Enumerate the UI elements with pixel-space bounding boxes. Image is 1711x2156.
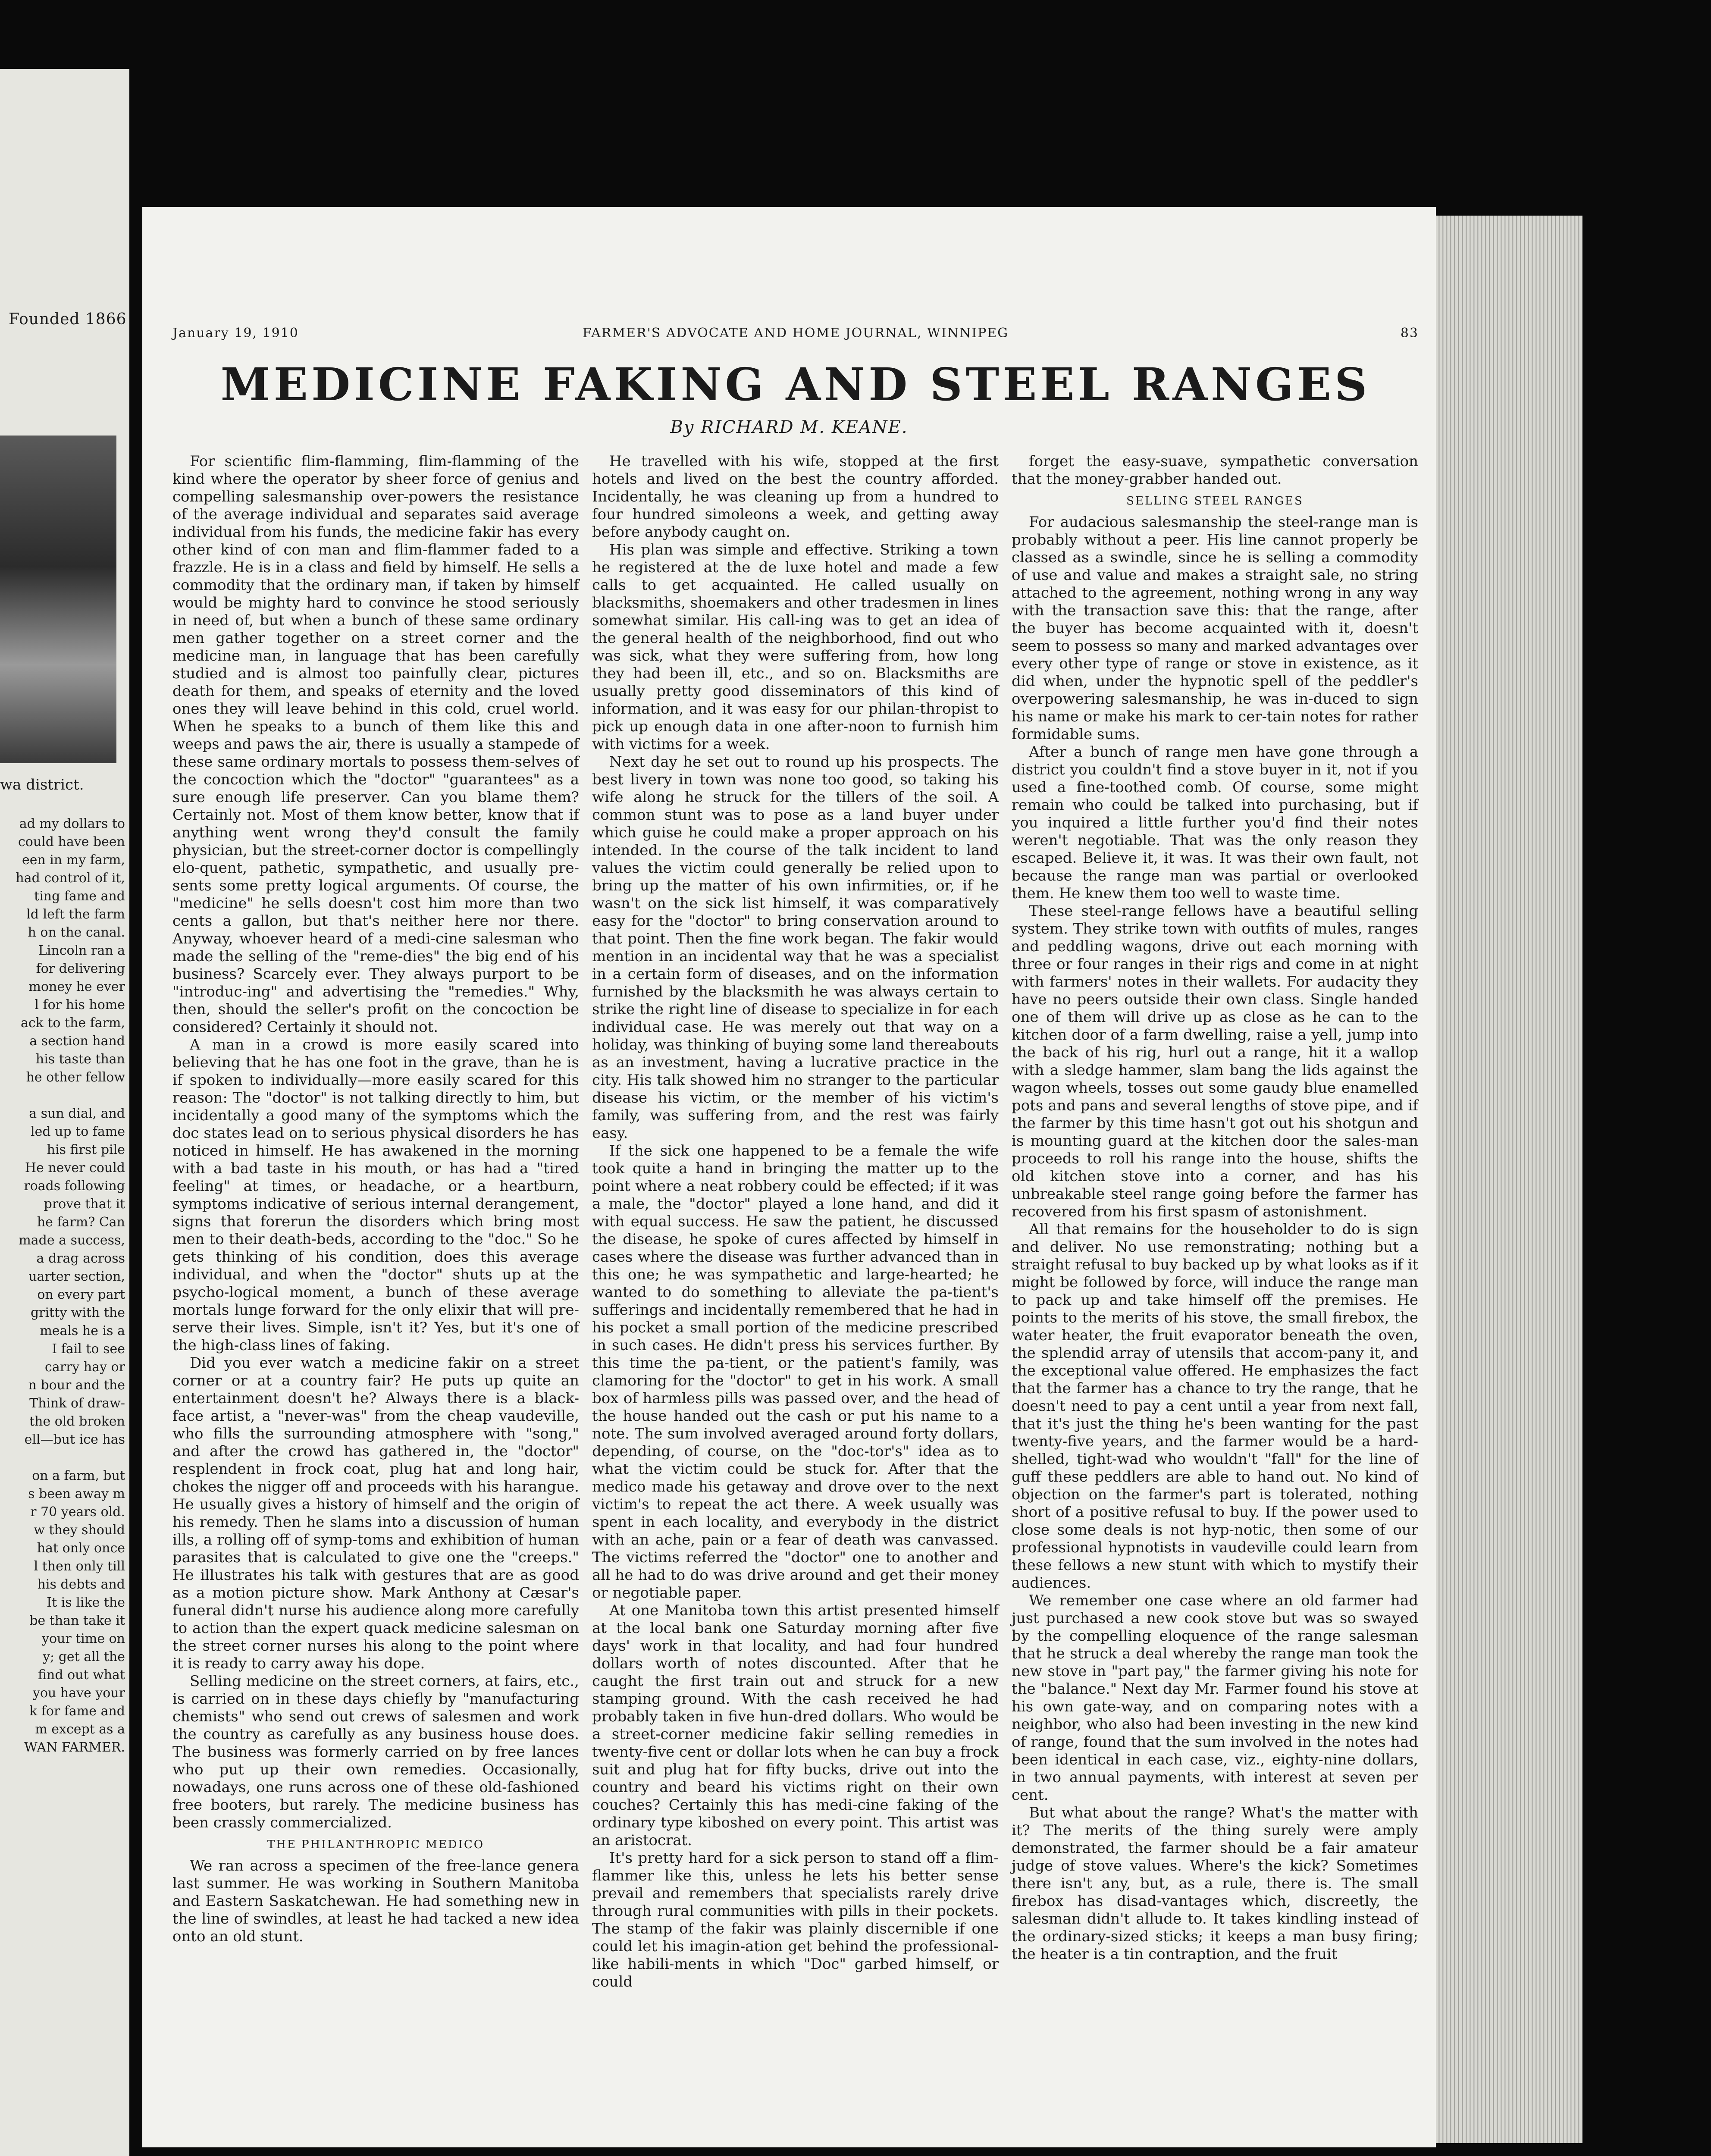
paragraph: After a bunch of range men have gone through a district you couldn't find a stove buyer in it, not if you used a fine-toothed comb. Of course, some might remain who could be talked into purchasing, but if you inquired a little further you'd find their notes weren't negotiable. That was the only reason they escaped. Believe it, it was. It was their own fault, not because the range man was partial or overlooked them. He knew them too well to waste time.: [1012, 743, 1418, 902]
paragraph: For scientific flim-flamming, flim-flamming of the kind where the operator by sheer force of genius and compelling salesmanship over-powers the resistance of the average individual and separates said average individual from his funds, the medicine fakir has every other kind of con man and flim-flammer faded to a frazzle. He is in a class and field by himself. He sells a commodity that the ordinary man, if taken by himself would be mighty hard to convince he stood seriously in need of, but when a bunch of these same ordinary men gather together on a street corner and the medicine man, in language that has been carefully studied and is almost too painfully clear, pictures death for them, and speaks of eternity and the loved ones they will leave behind in this cold, cruel world. When he speaks to a bunch of them like this and weeps and paws the air, there is usually a stampede of these same ordinary mortals to possess them-selves of the concoction which the "doctor" "guarantees" as a sure enough life preserver. Can you blame them? Certainly not. Most of them know better, know that if anything went wrong they'd consult the family physician, but the street-corner doctor is compellingly elo-quent, pathetic, sympathetic, and usually pre-sents some pretty logical arguments. Of course, the "medicine" he sells doesn't cost him more than two cents a gallon, but that's neither here nor there. Anyway, whoever heard of a medi-cine salesman who made the selling of the "reme-dies" the big end of his business? Scarcely ever. They always purport to be "introduc-ing" and advertising the "remedies." Why, then, should the seller's profit on the concoction be considered? Certainly it should not.: [172, 453, 579, 1036]
text-fragment: had control of it,: [16, 871, 125, 886]
text-fragment: uarter section,: [28, 1269, 125, 1284]
text-fragment: his taste than: [35, 1052, 125, 1067]
text-fragment: Think of draw-: [29, 1396, 125, 1411]
issue-date: January 19, 1910: [172, 326, 299, 341]
text-fragment: ting fame and: [34, 889, 125, 904]
text-fragment: Lincoln ran a: [38, 943, 125, 958]
magazine-page: [142, 207, 1436, 2147]
text-fragment: y; get all the: [43, 1649, 125, 1664]
text-fragment: a sun dial, and: [29, 1106, 125, 1121]
section-heading: THE PHILANTHROPIC MEDICO: [267, 1838, 485, 1851]
previous-page-text-fragments: [0, 815, 125, 1757]
text-fragment: w they should: [34, 1523, 125, 1538]
text-fragment: l for his home: [34, 997, 125, 1012]
text-fragment: made a success,: [19, 1233, 125, 1248]
paragraph: His plan was simple and effective. Striking a town he registered at the de luxe hotel and made a few calls to get acquainted. He called usually on blacksmiths, shoemakers and other tradesmen in lines somewhat similar. His call-ing was to get an idea of the general health of the neighborhood, find out who was sick, what they were suffering from, how long they had been ill, etc., and so on. Blacksmiths are usually pretty good disseminators of this kind of information, and it was easy for our philan-thropist to pick up enough data in one after-noon to furnish him with victims for a week.: [592, 541, 999, 753]
text-fragment: he other fellow: [26, 1070, 125, 1085]
text-fragment: ell—but ice has: [24, 1432, 125, 1447]
paragraph: He travelled with his wife, stopped at the first hotels and lived on the best the country afforded. Incidentally, he was cleaning up from a hundred to four hundred simoleons a week, and getting away before anybody caught on.: [592, 453, 999, 541]
text-fragment: It is like the: [47, 1595, 125, 1610]
previous-page: [0, 69, 129, 2156]
text-fragment: He never could: [25, 1160, 125, 1175]
text-fragment: roads following: [24, 1178, 125, 1194]
text-fragment: gritty with the: [30, 1305, 125, 1320]
text-fragment: [0, 1449, 125, 1467]
paragraph: forget the easy-suave, sympathetic conversation that the money-grabber handed out.: [1012, 453, 1418, 488]
text-fragment: he farm? Can: [37, 1215, 125, 1230]
paragraph: Next day he set out to round up his prospects. The best livery in town was none too good, so taking his wife along he struck for the tillers of the soil. A common stunt was to pose as a land buyer under which guise he could make a proper approach on his intended. In the course of the talk incident to land values the victim could generally be relied upon to bring up the matter of his own infirmities, or, if he wasn't on the sick list himself, it was comparatively easy for the "doctor" to bring conservation around to that point. Then the fine work began. The fakir would mention in an incidental way that he was a specialist in a certain form of diseases, and on the information furnished by the blacksmith he was always certain to strike the right line of disease to specialize in for each individual case. He was merely out that way on a holiday, was thinking of buying some land thereabouts as an investment, having a lucrative practice in the city. His talk showed him no stranger to the particular disease his victim, or the member of his victim's family, was suffering from, and the rest was fairly easy.: [592, 753, 999, 1142]
text-fragment: find out what: [38, 1667, 125, 1683]
text-fragment: a section hand: [29, 1034, 125, 1049]
page-number: 83: [1400, 326, 1419, 341]
section-heading: SELLING STEEL RANGES: [1126, 495, 1304, 508]
article-column-1: [172, 453, 579, 1991]
text-fragment: n bour and the: [28, 1378, 125, 1393]
paragraph: We remember one case where an old farmer had just purchased a new cook stove but was so swayed by the compelling eloquence of the range salesman that he struck a deal whereby the range man took the new stove in "part pay," the farmer giving his note for the "balance." Next day Mr. Farmer found his stove at his own gate-way, and on comparing notes with a neighbor, who also had been investing in the new kind of range, found that the sum involved in the notes had been identical in each case, viz., eighty-nine dollars, in two annual payments, with interest at seven per cent.: [1012, 1592, 1418, 1804]
text-fragment: ack to the farm,: [20, 1015, 125, 1031]
article-title: MEDICINE FAKING AND STEEL RANGES: [220, 358, 1371, 411]
text-fragment: een in my farm,: [22, 852, 125, 868]
paragraph: Selling medicine on the street corners, at fairs, etc., is carried on in these days chiefly by "manufacturing chemists" who send out crews of salesmen and work the country as carefully as any business house does. The business was formerly carried on by free lances who put up their own remedies. Occasionally, nowadays, one runs across one of these old-fashioned free booters, but rarely. The medicine business has been crassly commercialized.: [172, 1673, 579, 1831]
text-fragment: l then only till: [34, 1559, 125, 1574]
paragraph: All that remains for the householder to do is sign and deliver. No use remonstrating; nothing but a straight refusal to buy backed up by what looks as if it might be followed by force, will induce the range man to pack up and take himself off the premises. He points to the merits of his stove, the small firebox, the water heater, the fruit evaporator beneath the oven, the splendid array of utensils that accom-pany it, and the exceptional value offered. He emphasizes the fact that the farmer has a chance to try the range, that he doesn't need to pay a cent until a year from next fall, that it's just the thing he's been wanting for the past twenty-five years, and the farmer would be a hard-shelled, tight-wad who wouldn't "fall" for the line of guff these peddlers are able to hand out. No kind of objection on the farmer's part is tolerated, nothing short of a positive refusal to buy. If the power used to close some deals is not hyp-notic, then some of our professional hypnotists in vaudeville could learn from these fellows a new stunt with which to mystify their audiences.: [1012, 1221, 1418, 1592]
text-fragment: you have your: [33, 1686, 125, 1701]
text-fragment: led up to fame: [31, 1124, 125, 1139]
paragraph: These steel-range fellows have a beautiful selling system. They strike town with outfits of mules, ranges and peddling wagons, drive out each morning with three or four ranges in their rigs and come in at night with farmers' notes in their wallets. For audacity they have no peers outside their own class. Single handed one of them will drive up as close as he can to the kitchen door of a farm dwelling, raise a yell, jump into the back of his rig, hurl out a range, hit it a wallop with a sledge hammer, slam bang the lids against the wagon wheels, tosses out some gaudy blue enamelled pots and pans and several lengths of stove pipe, and if the farmer by this time hasn't got out his shotgun and is mounting guard at the kitchen door the sales-man proceeds to roll his range into the house, shifts the old kitchen stove into a corner, and has his unbreakable steel range going before the farmer has recovered from his first spasm of astonishment.: [1012, 903, 1418, 1220]
text-fragment: a drag across: [36, 1251, 125, 1266]
paragraph: But what about the range? What's the matter with it? The merits of the thing surely were amply demonstrated, the farmer should be a fair amateur judge of stove values. Where's the kick? Sometimes there isn't any, but, as a rule, there is. The small firebox has disad-vantages which, discreetly, the salesman didn't allude to. It takes kindling instead of the ordinary-sized sticks; it keeps a man busy firing; the heater is a tin contraption, and the fruit: [1012, 1804, 1418, 1963]
journal-name: FARMER'S ADVOCATE AND HOME JOURNAL, WINNIPEG: [582, 326, 1009, 341]
book-page-edges: [1436, 216, 1583, 2143]
text-fragment: prove that it: [44, 1197, 125, 1212]
paragraph: Did you ever watch a medicine fakir on a street corner or at a country fair? He puts up quite an entertainment doesn't he? Always there is a black-face artist, a "never-was" from the cheap vaudeville, who fills the surrounding atmosphere with "song," and after the crowd has gathered in, the "doctor" resplendent in frock coat, plug hat and long hair, chokes the nigger off and proceeds with his harangue. He usually gives a history of himself and the origin of his remedy. Then he slams into a discussion of human ills, a rolling off of symp-toms and exhibition of human parasites that is calculated to give one the "creeps." He illustrates his talk with gestures that are as good as a motion picture show. Mark Anthony at Cæsar's funeral didn't nurse his audience along more carefully to action than the expert quack medicine salesman on the street corner nurses his along to the point where it is ready to carry away his dope.: [172, 1354, 579, 1672]
paragraph: At one Manitoba town this artist presented himself at the local bank one Saturday morning after five days' work in that locality, and had four hundred dollars worth of notes discounted. After that he caught the first train out and struck for a new stamping ground. With the cash received he had probably taken in five hun-dred dollars. Who would be a street-corner medicine fakir selling remedies in twenty-five cent or dollar lots when he can buy a frock suit and plug hat for fifty bucks, drive out into the country and beard his victims right on their own couches? Certainly this has medi-cine faking of the ordinary type kiboshed on every point. This artist was an aristocrat.: [592, 1602, 999, 1849]
text-fragment: s been away m: [28, 1486, 125, 1501]
paragraph: For audacious salesmanship the steel-range man is probably without a peer. His line cannot properly be classed as a swindle, since he is selling a commodity of use and value and makes a straight sale, no string attached to the agreement, nothing wrong in any way with the transaction save this: that the range, after the buyer has become acquainted with it, doesn't seem to possess so many and marked advantages over every other type of range or stove in existence, as it did when, under the hypnotic spell of the peddler's overpowering salesmanship, he was in-duced to sign his name or make his mark to cer-tain notes for rather formidable sums.: [1012, 514, 1418, 743]
text-fragment: could have been: [18, 834, 125, 849]
text-fragment: carry hay or: [45, 1360, 125, 1375]
text-fragment: I fail to see: [52, 1341, 125, 1357]
text-fragment: be than take it: [29, 1613, 125, 1628]
text-fragment: h on the canal.: [28, 925, 125, 940]
text-fragment: ld left the farm: [26, 907, 125, 922]
text-fragment: his first pile: [47, 1142, 125, 1157]
paragraph: It's pretty hard for a sick person to stand off a flim-flammer like this, unless he lets his better sense prevail and remembers that specialists rarely drive through rural communities with pills in their pockets. The stamp of the fakir was plainly discernible if one could let his imagin-ation get behind the professional-like habili-ments in which "Doc" garbed himself, or could: [592, 1849, 999, 1990]
paragraph: If the sick one happened to be a female the wife took quite a hand in bringing the matter up to the point where a neat robbery could be effected; if it was a male, the "doctor" played a lone hand, and did it with equal success. He saw the patient, he discussed the disease, he spoke of cures affected by himself in cases where the disease was further advanced than in this one; he was sympathetic and large-hearted; he wanted to do something to alleviate the pa-tient's sufferings and incidentally remembered that he had in his pocket a small portion of the medicine prescribed in such cases. He didn't press his services further. By this time the pa-tient, or the patient's family, was clamoring for the "doctor" to get in his work. A small box of harmless pills was passed over, and the head of the house handed out the cash or put his name to a note. The sum involved averaged around forty dollars, depending, of course, on the "doc-tor's" idea as to what the victim could be stuck for. After that the medico made his getaway and drove over to the next victim's to repeat the act there. A week usually was spent in each locality, and everybody in the district with an ache, pain or a fear of death was canvassed. The victims referred the "doctor" one to another and all he had to do was drive around and get their money or negotiable paper.: [592, 1142, 999, 1601]
paragraph: A man in a crowd is more easily scared into believing that he has one foot in the grave, than he is if spoken to individually—more easily scared for this reason: The "doctor" is not talking directly to him, but incidentally a good many of the symptoms which the doc states lead on to serious physical disorders he has noticed in himself. He has awakened in the morning with a bad taste in his mouth, or has had a "tired feeling" at times, or headache, or a heartburn, symptoms indicative of serious internal derangement, signs that forerun the disorders which bring most men to their death-beds, according to the "doc." So he gets thinking of his condition, does this average individual, and when the "doctor" shuts up at the psycho-logical moment, a bunch of these average mortals lunge forward for the only elixir that will pre-serve their lives. Simple, isn't it? Yes, but it's one of the high-class lines of faking.: [172, 1036, 579, 1354]
text-fragment: ad my dollars to: [19, 816, 125, 831]
text-fragment: k for fame and: [29, 1704, 125, 1719]
text-fragment: the old broken: [29, 1414, 125, 1429]
text-fragment: r 70 years old.: [30, 1504, 125, 1520]
previous-page-caption: wa district.: [0, 776, 84, 793]
article-columns: [172, 453, 1419, 1991]
previous-page-header: Founded 1866: [9, 310, 127, 328]
text-fragment: your time on: [42, 1631, 125, 1646]
text-fragment: his debts and: [37, 1577, 125, 1592]
text-fragment: money he ever: [28, 979, 125, 994]
text-fragment: for delivering: [36, 961, 125, 976]
previous-page-photo: [0, 436, 116, 763]
text-fragment: hat only once: [37, 1541, 125, 1556]
text-fragment: WAN FARMER.: [24, 1740, 125, 1755]
article-column-2: [592, 453, 999, 1991]
text-fragment: on every part: [37, 1287, 125, 1302]
text-fragment: on a farm, but: [32, 1468, 125, 1483]
text-fragment: [0, 1087, 125, 1105]
paragraph: We ran across a specimen of the free-lance genera last summer. He was working in Southern Manitoba and Eastern Saskatchewan. He had something new in the line of swindles, at least he had tacked a new idea onto an old stunt.: [172, 1857, 579, 1945]
text-fragment: meals he is a: [40, 1323, 125, 1338]
article-column-3: [1012, 453, 1418, 1991]
text-fragment: m except as a: [35, 1722, 125, 1737]
article-byline: By RICHARD M. KEANE.: [670, 417, 908, 437]
